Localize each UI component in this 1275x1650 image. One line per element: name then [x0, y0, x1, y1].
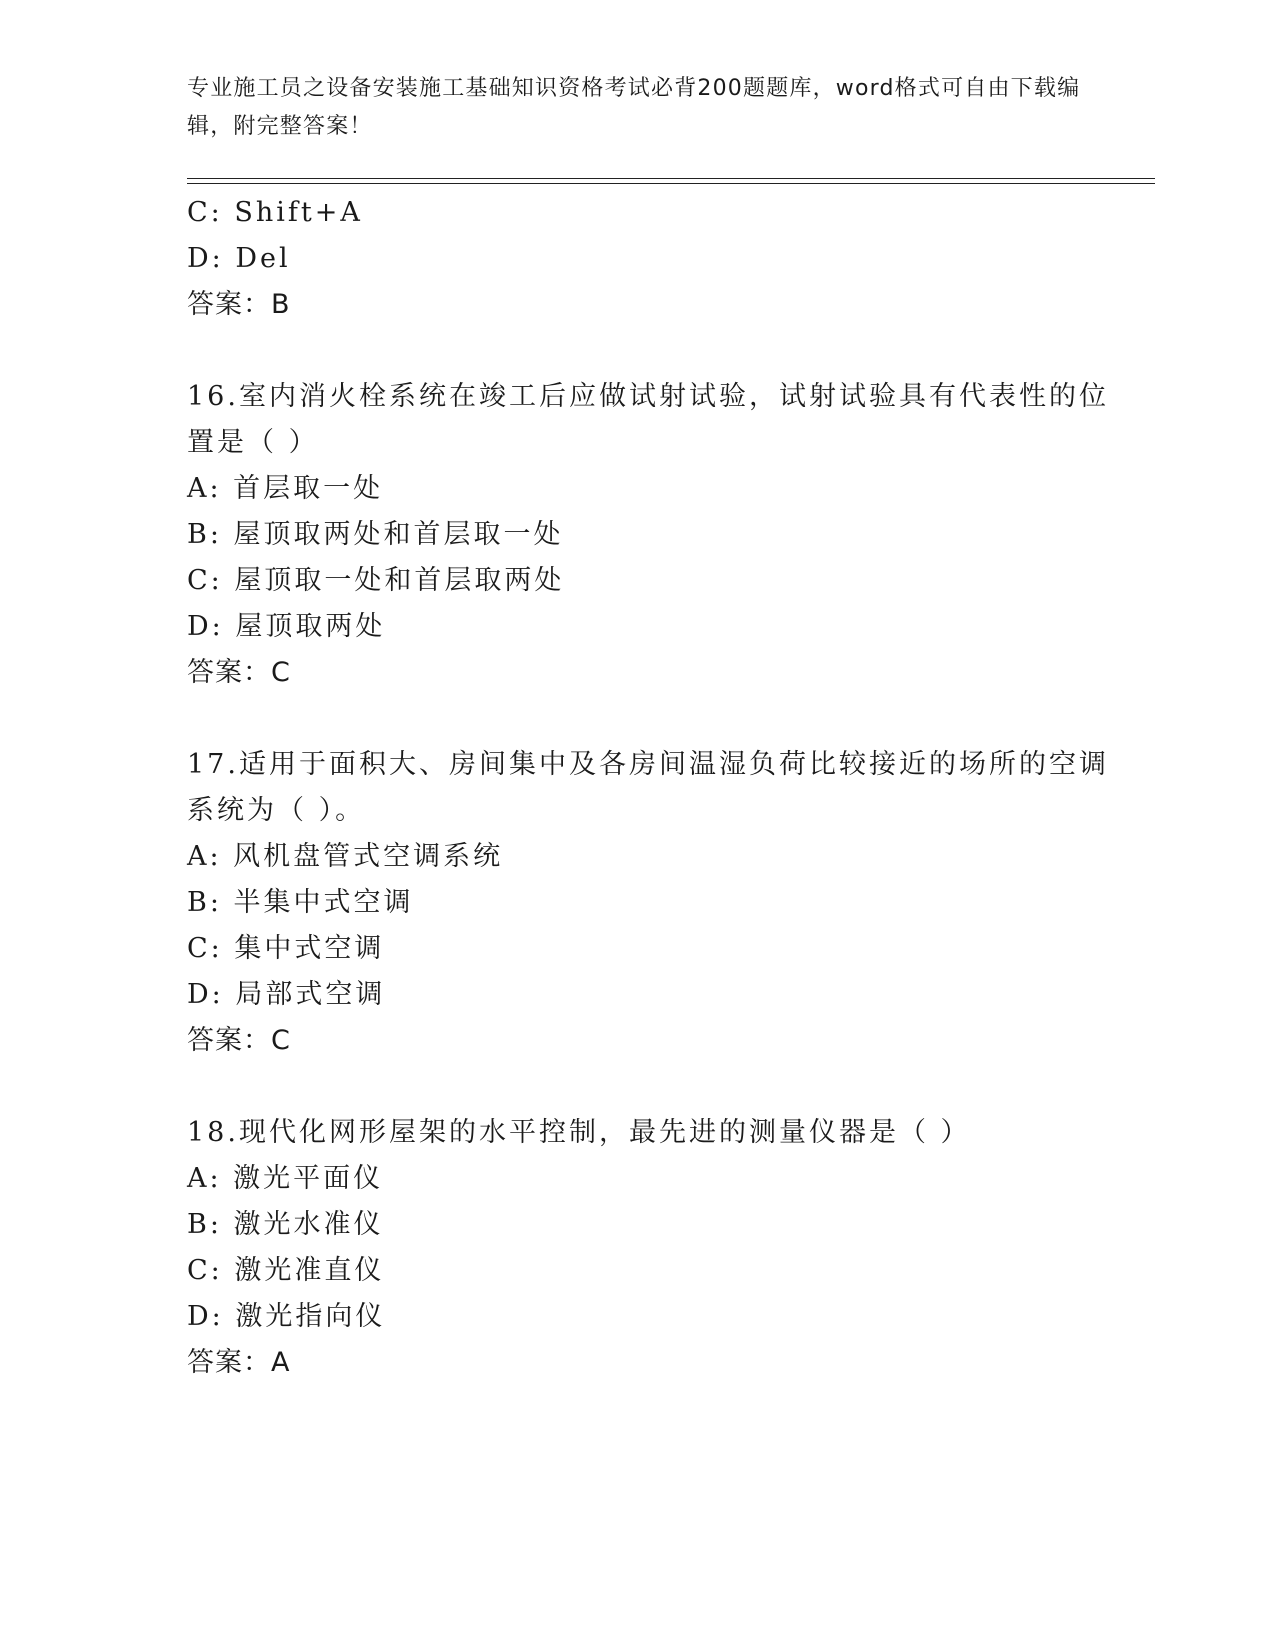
question-stem: 17.适用于面积大、房间集中及各房间温湿负荷比较接近的场所的空调 — [187, 749, 1109, 780]
option-d: D: 激光指向仪 — [187, 1301, 386, 1332]
option-a: A: 首层取一处 — [187, 473, 384, 504]
option-a: A: 激光平面仪 — [187, 1163, 384, 1194]
question-18 — [187, 1110, 1087, 1386]
header-divider-bottom — [187, 183, 1155, 184]
question-16 — [187, 374, 1109, 696]
option-a: A: 风机盘管式空调系统 — [187, 841, 504, 872]
option-c: C: 屋顶取一处和首层取两处 — [187, 565, 565, 596]
option-d: D: Del — [187, 243, 291, 274]
option-c: C: 集中式空调 — [187, 933, 385, 964]
question-17 — [187, 742, 1109, 1064]
question-stem: 16.室内消火栓系统在竣工后应做试射试验，试射试验具有代表性的位 — [187, 381, 1109, 412]
answer-line: 答案：C — [187, 657, 291, 688]
option-d: D: 屋顶取两处 — [187, 611, 386, 642]
question-stem-cont: 置是（ ） — [187, 427, 319, 458]
question-stem: 18.现代化网形屋架的水平控制，最先进的测量仪器是（ ） — [187, 1117, 971, 1148]
option-d: D: 局部式空调 — [187, 979, 386, 1010]
option-c: C: 激光准直仪 — [187, 1255, 385, 1286]
option-b: B: 屋顶取两处和首层取一处 — [187, 519, 564, 550]
header-divider-top — [187, 178, 1155, 179]
option-c: C: Shift+A — [187, 197, 363, 228]
document-header: 专业施工员之设备安装施工基础知识资格考试必背200题题库，word格式可自由下载编辑，附完整答案！ — [187, 76, 1081, 139]
option-b: B: 半集中式空调 — [187, 887, 414, 918]
document-body — [187, 190, 1109, 1386]
answer-line: 答案：C — [187, 1025, 291, 1056]
answer-line: 答案：B — [187, 289, 291, 320]
question-stem-cont: 系统为（ ）。 — [187, 795, 366, 826]
option-b: B: 激光水准仪 — [187, 1209, 384, 1240]
answer-line: 答案：A — [187, 1347, 291, 1378]
